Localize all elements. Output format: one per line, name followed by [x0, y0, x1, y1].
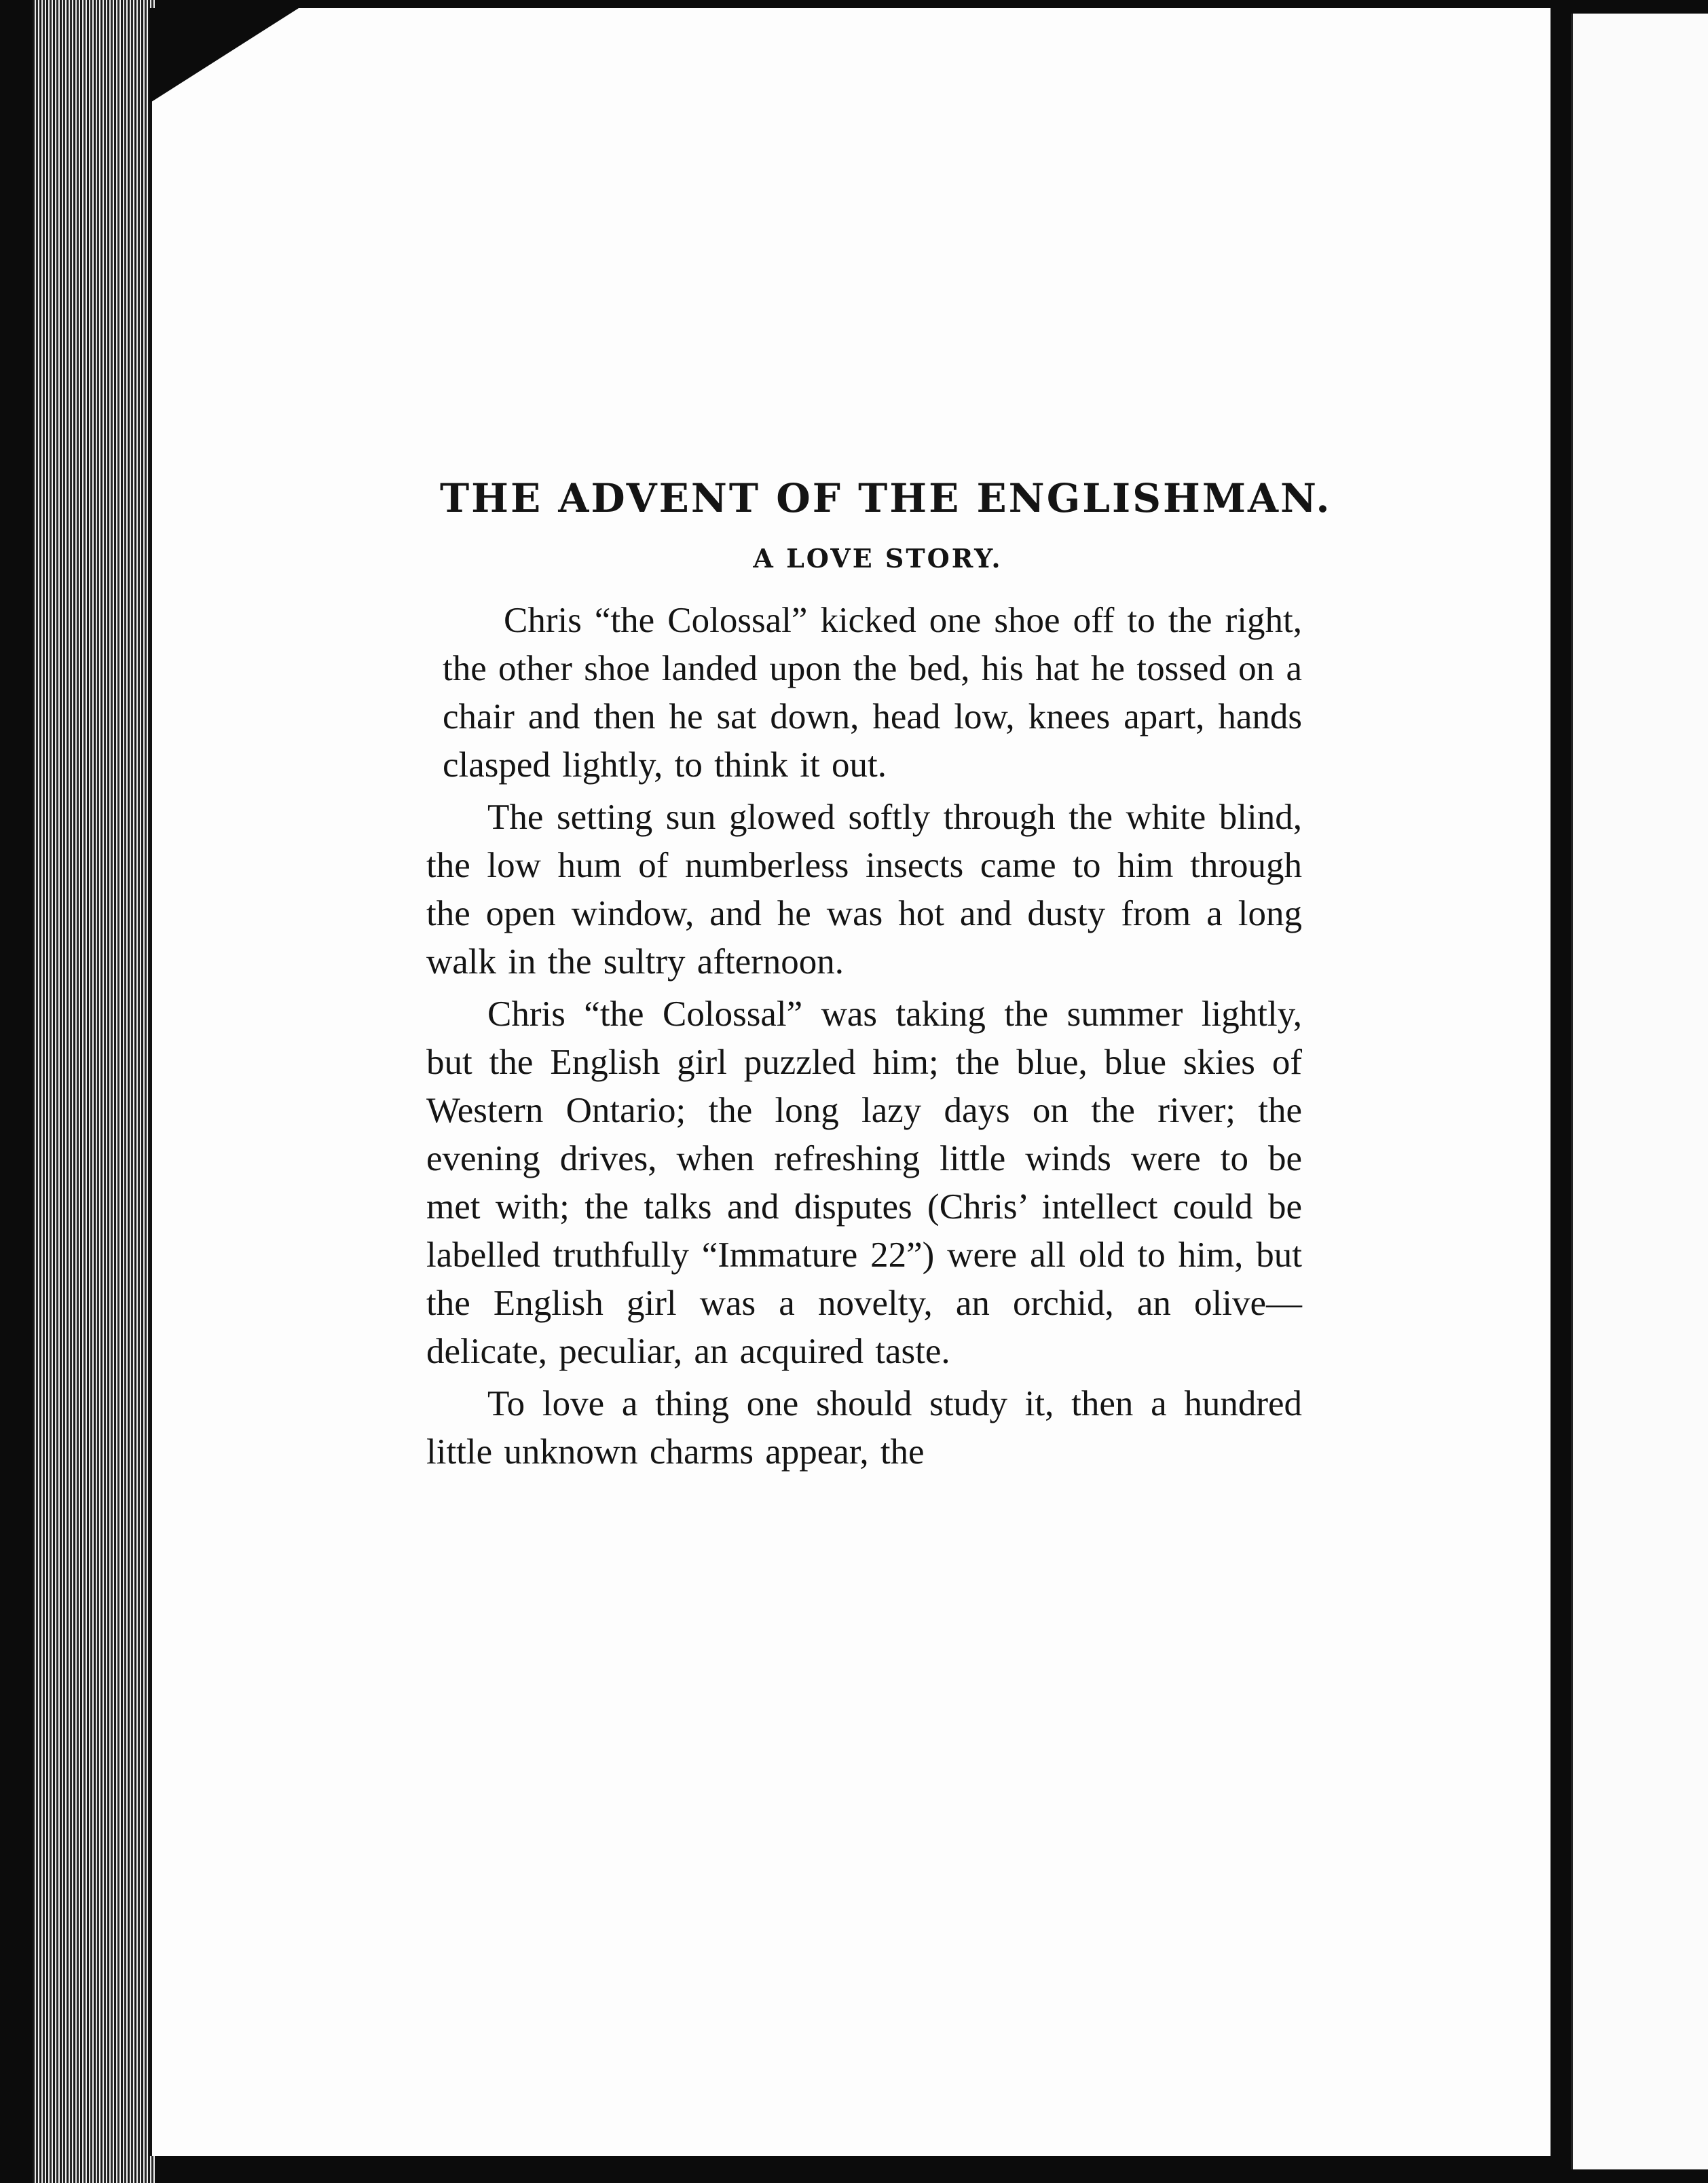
- paragraph-1: Chris “the Colossal” kicked one shoe off to the right, the other shoe landed upon the bed, his hat he tossed on a chair and then he sat down, head low, knees apart, hands clasped lightly, to think it out.: [443, 601, 1302, 785]
- paragraph-4: To love a thing one should study it, then a hundred little unknown charms appear, the: [426, 1384, 1302, 1472]
- page-content: [426, 475, 1332, 1480]
- paragraph-2: The setting sun glowed softly through the white blind, the low hum of numberless insects came to him through the open window, and he was hot and dusty from a long walk in the sultry afternoon.: [426, 798, 1302, 982]
- paragraph-3: Chris “the Colossal” was taking the summer lightly, but the English girl puzzled him; the blue, blue skies of Western Ontario; the long lazy days on the river; the evening drives, when refreshing little winds were to be met with; the talks and disputes (Chris’ intellect could be labelled truthfully “Immature 22”) were all old to him, but the English girl was a novelty, an orchid, an olive—delicate, peculiar, an acquired taste.: [426, 994, 1302, 1371]
- book-gutter: [1551, 0, 1571, 2183]
- book-page-edges: [33, 0, 155, 2183]
- page-corner: [149, 8, 299, 103]
- facing-page-edge: [1571, 14, 1708, 2169]
- story-subtitle: A LOVE STORY.: [753, 543, 1003, 574]
- story-title: THE ADVENT OF THE ENGLISHMAN.: [440, 475, 1332, 521]
